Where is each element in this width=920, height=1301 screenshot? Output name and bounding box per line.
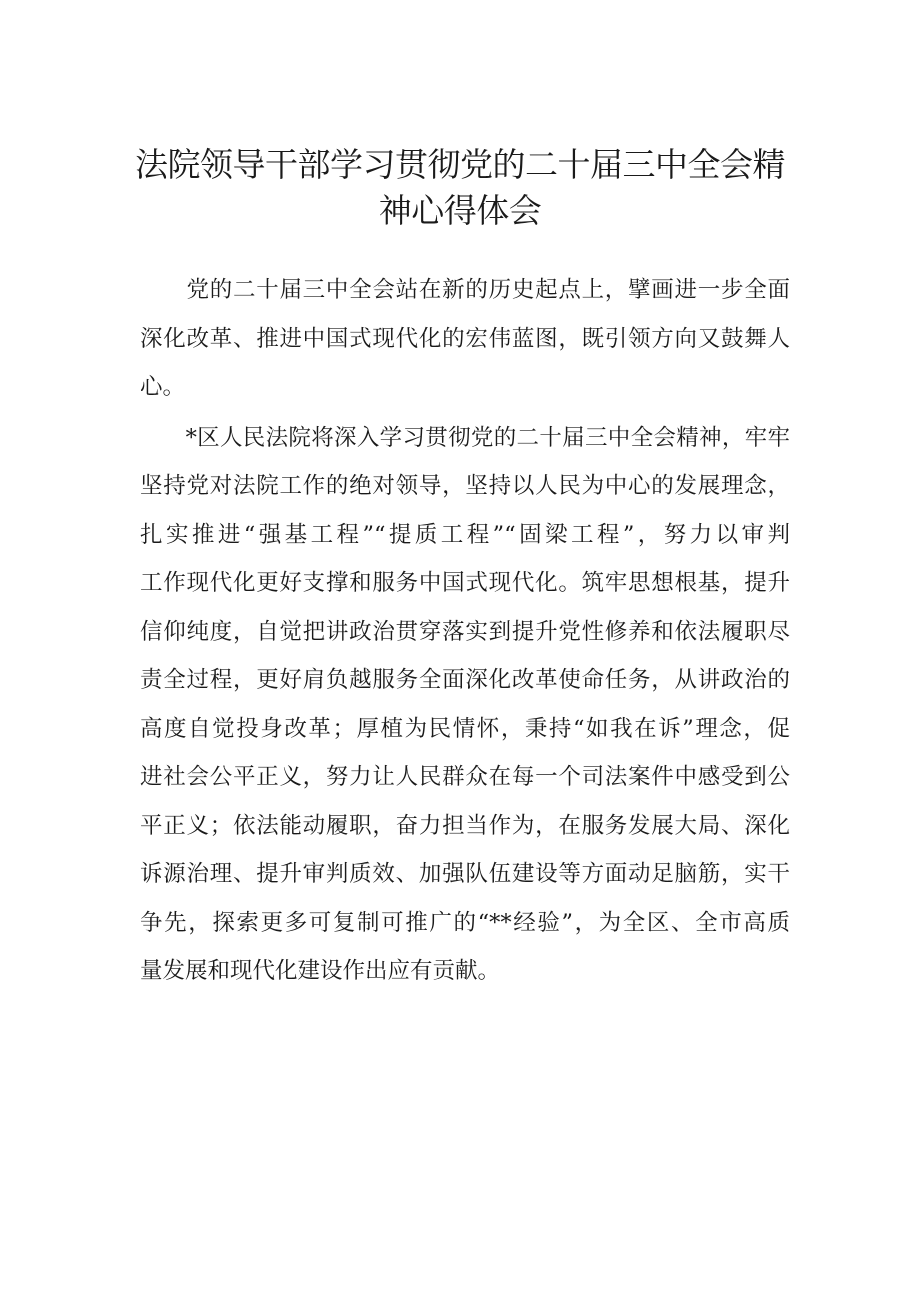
text-line: 责全过程，更好肩负越服务全面深化改革使命任务，从讲政治的	[140, 667, 790, 693]
text-line: 量发展和现代化建设作出应有贡献。	[140, 958, 501, 984]
text-line: 进社会公平正义，努力让人民群众在每一个司法案件中感受到公	[140, 764, 790, 790]
document-body	[140, 266, 790, 998]
text-line: 高度自觉投身改革；厚植为民情怀，秉持“如我在诉”理念，促	[140, 715, 790, 742]
text-line: 党的二十届三中全会站在新的历史起点上，擘画进一步全面	[140, 277, 790, 303]
text-line: 诉源治理、提升审判质效、加强队伍建设等方面动足脑筋，实干	[140, 861, 790, 887]
text-line: 争先，探索更多可复制可推广的“**经验”，为全区、全市高质	[140, 909, 790, 936]
title-line: 神心得体会	[378, 191, 542, 230]
text-line: *区人民法院将深入学习贯彻党的二十届三中全会精神，牢牢	[140, 424, 790, 451]
text-line: 深化改革、推进中国式现代化的宏伟蓝图，既引领方向又鼓舞人	[140, 325, 790, 352]
paragraph-2	[140, 414, 790, 996]
text-line: 心。	[140, 374, 186, 400]
text-line: 信仰纯度，自觉把讲政治贯穿落实到提升党性修养和依法履职尽	[140, 618, 790, 645]
text-line: 工作现代化更好支撑和服务中国式现代化。筑牢思想根基，提升	[140, 570, 790, 596]
title-line: 法院领导干部学习贯彻党的二十届三中全会精	[135, 145, 785, 184]
text-line: 坚持党对法院工作的绝对领导，坚持以人民为中心的发展理念，	[140, 473, 790, 499]
text-line: 扎实推进“强基工程”“提质工程”“固梁工程”，努力以审判	[140, 521, 790, 548]
text-line: 平正义；依法能动履职，奋力担当作为，在服务发展大局、深化	[140, 812, 790, 839]
document-title	[120, 142, 800, 234]
paragraph-1	[140, 266, 790, 412]
